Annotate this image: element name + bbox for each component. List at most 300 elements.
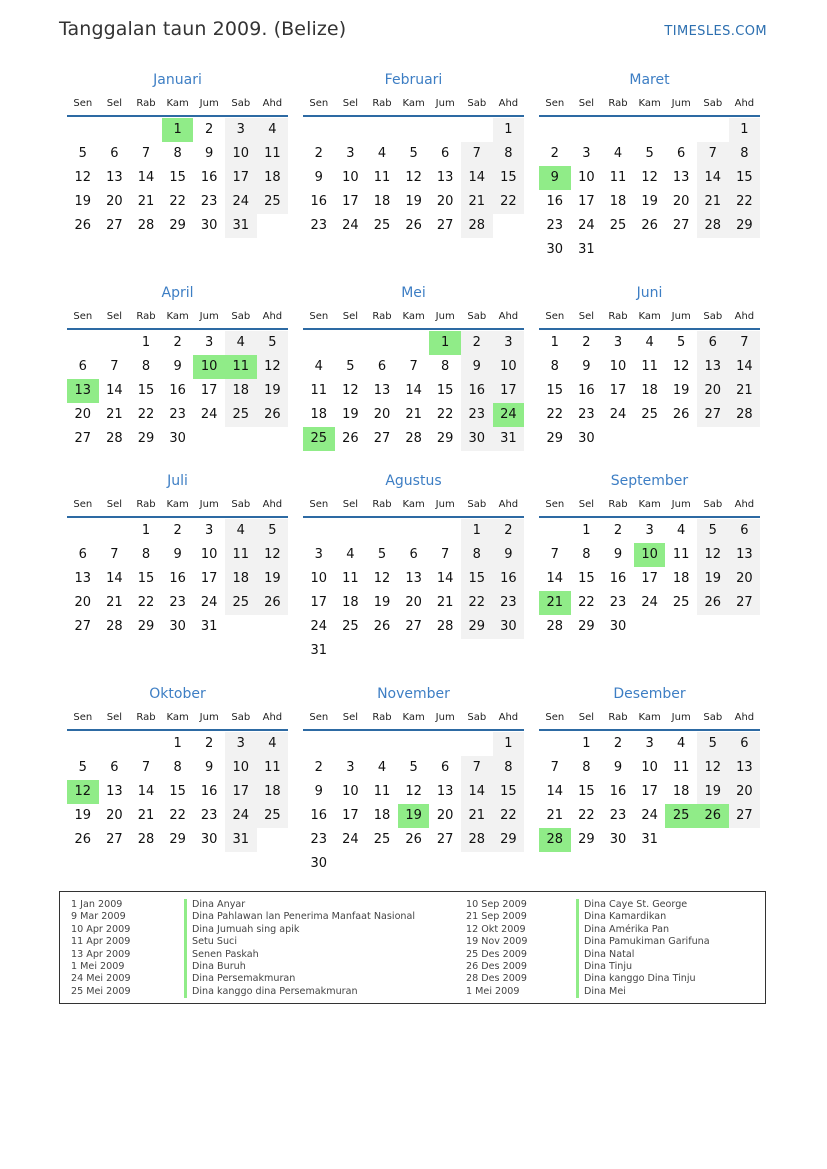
day-cell: 21: [405, 407, 422, 422]
day-cell: 19: [672, 383, 690, 398]
weekday-header: Kam: [638, 712, 661, 723]
day-cell: 4: [613, 146, 623, 161]
holiday-date: 28 Des 2009: [466, 973, 528, 985]
day-cell: 3: [205, 523, 214, 538]
day-cell: 2: [205, 122, 214, 137]
day-cell: 20: [697, 379, 729, 403]
day-cell: 23: [609, 595, 627, 610]
day-cell: 12: [257, 355, 289, 379]
holiday-date: 19 Nov 2009: [466, 936, 528, 948]
weekday-header: Ahd: [498, 499, 519, 510]
day-cell: 14: [461, 780, 493, 804]
day-cell: 15: [729, 166, 761, 190]
holiday-day-cell: 19: [398, 804, 430, 828]
day-cell: 11: [373, 170, 391, 185]
day-cell: 26: [697, 591, 729, 615]
day-cell: 16: [546, 194, 564, 209]
weekday-header: Sen: [73, 311, 93, 322]
month-divider: [539, 328, 760, 330]
weekday-header: Sab: [703, 499, 723, 510]
day-cell: 20: [672, 194, 690, 209]
month-title: Juli: [167, 473, 188, 489]
day-cell: 11: [373, 784, 391, 799]
day-cell: 5: [409, 760, 418, 775]
weekday-header: Sen: [73, 712, 93, 723]
day-cell: 11: [257, 142, 289, 166]
weekday-header: Sab: [467, 712, 487, 723]
day-cell: 13: [672, 170, 690, 185]
holiday-date: 10 Sep 2009: [466, 899, 527, 910]
weekday-header: Rab: [372, 311, 392, 322]
day-cell: 1: [582, 736, 591, 751]
day-cell: 27: [436, 218, 454, 233]
weekday-header: Sen: [545, 311, 565, 322]
day-cell: 7: [409, 359, 418, 374]
weekday-header: Ahd: [262, 311, 283, 322]
day-cell: 7: [141, 760, 151, 775]
day-cell: 3: [613, 335, 623, 350]
holiday-date: 12 Okt 2009: [466, 923, 526, 935]
day-cell: 27: [405, 619, 422, 634]
day-cell: 26: [74, 832, 92, 847]
month-title: Oktober: [149, 686, 206, 702]
day-cell: 5: [409, 146, 418, 161]
day-cell: 20: [74, 595, 92, 610]
day-cell: 5: [346, 359, 355, 374]
holiday-name: Senen Paskah: [184, 949, 259, 961]
weekday-header: Rab: [136, 712, 156, 723]
day-cell: 12: [641, 170, 658, 185]
day-cell: 21: [461, 190, 493, 214]
day-cell: 12: [373, 571, 391, 586]
day-cell: 10: [609, 359, 627, 374]
day-cell: 28: [729, 403, 761, 427]
day-cell: 16: [310, 808, 328, 823]
day-cell: 9: [461, 355, 493, 379]
day-cell: 15: [461, 567, 493, 591]
day-cell: 7: [550, 547, 559, 562]
day-cell: 6: [697, 331, 729, 355]
day-cell: 18: [310, 407, 328, 422]
day-cell: 1: [729, 118, 761, 142]
day-cell: 4: [645, 335, 654, 350]
day-cell: 13: [405, 571, 422, 586]
holiday-date: 10 Apr 2009: [71, 923, 131, 935]
holiday-date: 21 Sep 2009: [466, 911, 527, 923]
holiday-name: Dina Pahlawan lan Penerima Manfaat Nasional: [184, 911, 415, 923]
day-cell: 19: [342, 407, 359, 422]
day-cell: 2: [613, 736, 623, 751]
day-cell: 1: [141, 523, 151, 538]
day-cell: 2: [205, 736, 214, 751]
day-cell: 6: [78, 547, 87, 562]
day-cell: 18: [373, 808, 391, 823]
day-cell: 17: [578, 194, 595, 209]
day-cell: 24: [310, 619, 328, 634]
day-cell: 23: [310, 218, 328, 233]
weekday-header: Ahd: [734, 98, 755, 109]
day-cell: 20: [373, 407, 391, 422]
day-cell: 15: [169, 170, 186, 185]
day-cell: 4: [346, 547, 355, 562]
holiday-date: 25 Mei 2009: [71, 985, 131, 997]
day-cell: 26: [257, 591, 289, 615]
day-cell: 1: [550, 335, 559, 350]
month-title: Agustus: [385, 473, 442, 489]
day-cell: 15: [436, 383, 454, 398]
day-cell: 2: [613, 523, 623, 538]
day-cell: 20: [729, 567, 761, 591]
day-cell: 28: [137, 218, 155, 233]
day-cell: 25: [373, 218, 391, 233]
month-divider: [303, 729, 524, 731]
weekday-header: Kam: [402, 499, 425, 510]
day-cell: 23: [200, 808, 218, 823]
weekday-header: Sel: [106, 712, 123, 723]
weekday-header: Sel: [578, 98, 595, 109]
day-cell: 1: [493, 732, 525, 756]
weekday-header: Sab: [231, 311, 251, 322]
day-cell: 17: [493, 379, 525, 403]
day-cell: 11: [342, 571, 359, 586]
holiday-day-cell: 11: [225, 355, 257, 379]
holiday-name: Dina Tinju: [576, 961, 632, 973]
weekday-header: Ahd: [734, 311, 755, 322]
day-cell: 1: [582, 523, 591, 538]
day-cell: 22: [546, 407, 564, 422]
weekday-header: Kam: [166, 98, 189, 109]
day-cell: 17: [310, 595, 328, 610]
holiday-day-cell: 1: [162, 118, 194, 142]
day-cell: 19: [74, 194, 92, 209]
day-cell: 10: [225, 142, 257, 166]
day-cell: 26: [641, 218, 658, 233]
day-cell: 19: [257, 567, 289, 591]
day-cell: 16: [461, 379, 493, 403]
day-cell: 23: [461, 403, 493, 427]
day-cell: 15: [578, 571, 595, 586]
month-title: Mei: [401, 285, 426, 301]
day-cell: 20: [729, 780, 761, 804]
day-cell: 9: [314, 784, 323, 799]
holiday-name: Dina kanggo Dina Tinju: [576, 973, 696, 985]
day-cell: 11: [310, 383, 328, 398]
day-cell: 26: [257, 403, 289, 427]
day-cell: 31: [310, 643, 328, 658]
day-cell: 29: [493, 828, 525, 852]
day-cell: 7: [461, 142, 493, 166]
month-title: Desember: [613, 686, 686, 702]
day-cell: 24: [225, 804, 257, 828]
weekday-header: Ahd: [498, 98, 519, 109]
day-cell: 9: [173, 359, 182, 374]
day-cell: 31: [225, 214, 257, 238]
month-title: Maret: [629, 72, 670, 88]
weekday-header: Sab: [231, 98, 251, 109]
holiday-name: Dina Anyar: [184, 899, 245, 911]
weekday-header: Sel: [342, 499, 359, 510]
month-divider: [67, 516, 288, 518]
weekday-header: Kam: [166, 499, 189, 510]
weekday-header: Rab: [608, 712, 628, 723]
weekday-header: Jum: [435, 311, 455, 322]
weekday-header: Rab: [372, 499, 392, 510]
day-cell: 16: [200, 170, 218, 185]
day-cell: 23: [493, 591, 525, 615]
day-cell: 13: [729, 543, 761, 567]
holiday-name: Dina Jumuah sing apik: [184, 924, 299, 936]
day-cell: 2: [173, 335, 182, 350]
day-cell: 6: [729, 519, 761, 543]
day-cell: 29: [729, 214, 761, 238]
day-cell: 10: [342, 784, 359, 799]
day-cell: 11: [641, 359, 658, 374]
day-cell: 25: [672, 595, 690, 610]
holiday-day-cell: 13: [67, 379, 99, 403]
weekday-header: Ahd: [498, 311, 519, 322]
day-cell: 3: [493, 331, 525, 355]
day-cell: 17: [342, 808, 359, 823]
day-cell: 29: [578, 619, 595, 634]
day-cell: 9: [613, 760, 623, 775]
day-cell: 5: [377, 547, 387, 562]
site-link[interactable]: TIMESLES.COM: [664, 24, 767, 39]
day-cell: 10: [342, 170, 359, 185]
weekday-header: Rab: [608, 98, 628, 109]
day-cell: 5: [697, 732, 729, 756]
day-cell: 31: [578, 242, 595, 257]
weekday-header: Ahd: [498, 712, 519, 723]
day-cell: 31: [200, 619, 218, 634]
day-cell: 8: [141, 359, 151, 374]
day-cell: 14: [461, 166, 493, 190]
day-cell: 26: [342, 431, 359, 446]
day-cell: 16: [169, 383, 186, 398]
day-cell: 7: [550, 760, 559, 775]
day-cell: 16: [609, 784, 627, 799]
day-cell: 16: [609, 571, 627, 586]
day-cell: 26: [74, 218, 92, 233]
day-cell: 4: [314, 359, 323, 374]
holiday-date: 9 Mar 2009: [71, 911, 126, 923]
weekday-header: Sel: [342, 712, 359, 723]
day-cell: 24: [641, 808, 658, 823]
day-cell: 21: [137, 194, 155, 209]
month-divider: [67, 328, 288, 330]
day-cell: 14: [405, 383, 422, 398]
day-cell: 23: [310, 832, 328, 847]
day-cell: 27: [729, 804, 761, 828]
day-cell: 19: [697, 780, 729, 804]
day-cell: 13: [373, 383, 391, 398]
weekday-header: Sen: [545, 98, 565, 109]
day-cell: 8: [550, 359, 559, 374]
day-cell: 2: [173, 523, 182, 538]
day-cell: 23: [546, 218, 564, 233]
day-cell: 15: [546, 383, 564, 398]
day-cell: 10: [225, 756, 257, 780]
weekday-header: Sel: [106, 98, 123, 109]
day-cell: 25: [257, 804, 289, 828]
day-cell: 25: [342, 619, 359, 634]
holiday-day-cell: 12: [67, 780, 99, 804]
day-cell: 3: [582, 146, 591, 161]
weekday-header: Jum: [435, 499, 455, 510]
day-cell: 23: [578, 407, 595, 422]
day-cell: 22: [436, 407, 454, 422]
month-divider: [539, 516, 760, 518]
day-cell: 20: [405, 595, 422, 610]
day-cell: 12: [697, 543, 729, 567]
day-cell: 19: [641, 194, 658, 209]
day-cell: 28: [106, 431, 123, 446]
day-cell: 24: [578, 218, 595, 233]
day-cell: 29: [169, 218, 186, 233]
weekday-header: Jum: [671, 98, 691, 109]
day-cell: 25: [257, 190, 289, 214]
day-cell: 21: [697, 190, 729, 214]
day-cell: 7: [461, 756, 493, 780]
day-cell: 17: [225, 166, 257, 190]
day-cell: 8: [493, 756, 525, 780]
day-cell: 19: [74, 808, 92, 823]
month-divider: [539, 729, 760, 731]
day-cell: 30: [169, 431, 186, 446]
weekday-header: Rab: [136, 98, 156, 109]
day-cell: 30: [200, 218, 218, 233]
weekday-header: Jum: [671, 499, 691, 510]
day-cell: 1: [141, 335, 151, 350]
day-cell: 6: [441, 760, 450, 775]
day-cell: 12: [405, 784, 422, 799]
day-cell: 3: [645, 523, 654, 538]
day-cell: 17: [200, 571, 218, 586]
day-cell: 2: [550, 146, 559, 161]
day-cell: 28: [137, 832, 155, 847]
day-cell: 24: [641, 595, 658, 610]
day-cell: 5: [697, 519, 729, 543]
day-cell: 16: [310, 194, 328, 209]
day-cell: 1: [173, 736, 182, 751]
weekday-header: Sel: [578, 311, 595, 322]
month-title: September: [610, 473, 689, 489]
day-cell: 30: [200, 832, 218, 847]
day-cell: 15: [137, 571, 155, 586]
holiday-list: [59, 891, 766, 1004]
weekday-header: Rab: [372, 712, 392, 723]
day-cell: 9: [613, 547, 623, 562]
day-cell: 15: [493, 780, 525, 804]
weekday-header: Jum: [199, 712, 219, 723]
day-cell: 10: [200, 547, 218, 562]
day-cell: 12: [405, 170, 422, 185]
day-cell: 27: [373, 431, 391, 446]
day-cell: 8: [582, 760, 591, 775]
day-cell: 9: [173, 547, 182, 562]
weekday-header: Kam: [402, 311, 425, 322]
day-cell: 15: [493, 166, 525, 190]
day-cell: 4: [257, 732, 289, 756]
day-cell: 15: [137, 383, 155, 398]
day-cell: 21: [106, 595, 123, 610]
day-cell: 8: [461, 543, 493, 567]
day-cell: 28: [461, 214, 493, 238]
day-cell: 6: [110, 146, 119, 161]
day-cell: 3: [645, 736, 654, 751]
day-cell: 16: [578, 383, 595, 398]
day-cell: 7: [729, 331, 761, 355]
day-cell: 25: [225, 591, 257, 615]
holiday-date: 25 Des 2009: [466, 948, 528, 960]
day-cell: 24: [342, 218, 359, 233]
day-cell: 29: [436, 431, 454, 446]
weekday-header: Jum: [435, 712, 455, 723]
weekday-header: Sab: [703, 311, 723, 322]
day-cell: 27: [672, 218, 690, 233]
weekday-header: Rab: [608, 311, 628, 322]
month-title: Januari: [153, 72, 202, 88]
day-cell: 4: [677, 523, 686, 538]
holiday-name: Dina Buruh: [184, 961, 246, 973]
day-cell: 7: [110, 547, 119, 562]
day-cell: 4: [677, 736, 686, 751]
day-cell: 5: [677, 335, 686, 350]
day-cell: 1: [461, 519, 493, 543]
holiday-name: Setu Suci: [184, 936, 237, 948]
day-cell: 30: [546, 242, 564, 257]
weekday-header: Sab: [467, 98, 487, 109]
day-cell: 13: [74, 571, 92, 586]
day-cell: 22: [461, 591, 493, 615]
holiday-name: Dina Persemakmuran: [184, 973, 295, 985]
holiday-date: 1 Mei 2009: [466, 985, 520, 997]
month-divider: [67, 115, 288, 117]
day-cell: 22: [578, 808, 595, 823]
day-cell: 8: [173, 760, 182, 775]
day-cell: 18: [257, 780, 289, 804]
day-cell: 22: [578, 595, 595, 610]
holiday-day-cell: 25: [665, 804, 697, 828]
day-cell: 5: [257, 519, 289, 543]
page-title: Tanggalan taun 2009. (Belize): [59, 18, 347, 40]
day-cell: 20: [106, 808, 123, 823]
day-cell: 21: [461, 804, 493, 828]
day-cell: 27: [106, 832, 123, 847]
day-cell: 28: [405, 431, 422, 446]
day-cell: 14: [106, 383, 123, 398]
day-cell: 23: [200, 194, 218, 209]
day-cell: 1: [493, 118, 525, 142]
month-divider: [303, 328, 524, 330]
day-cell: 9: [582, 359, 591, 374]
day-cell: 14: [106, 571, 123, 586]
day-cell: 29: [578, 832, 595, 847]
weekday-header: Sel: [342, 311, 359, 322]
day-cell: 4: [377, 146, 387, 161]
day-cell: 6: [441, 146, 450, 161]
weekday-header: Kam: [638, 499, 661, 510]
day-cell: 10: [641, 760, 658, 775]
day-cell: 31: [225, 828, 257, 852]
day-cell: 26: [405, 832, 422, 847]
weekday-header: Kam: [402, 98, 425, 109]
holiday-day-cell: 26: [697, 804, 729, 828]
day-cell: 21: [436, 595, 454, 610]
day-cell: 4: [225, 519, 257, 543]
day-cell: 15: [578, 784, 595, 799]
weekday-header: Kam: [638, 311, 661, 322]
day-cell: 18: [257, 166, 289, 190]
